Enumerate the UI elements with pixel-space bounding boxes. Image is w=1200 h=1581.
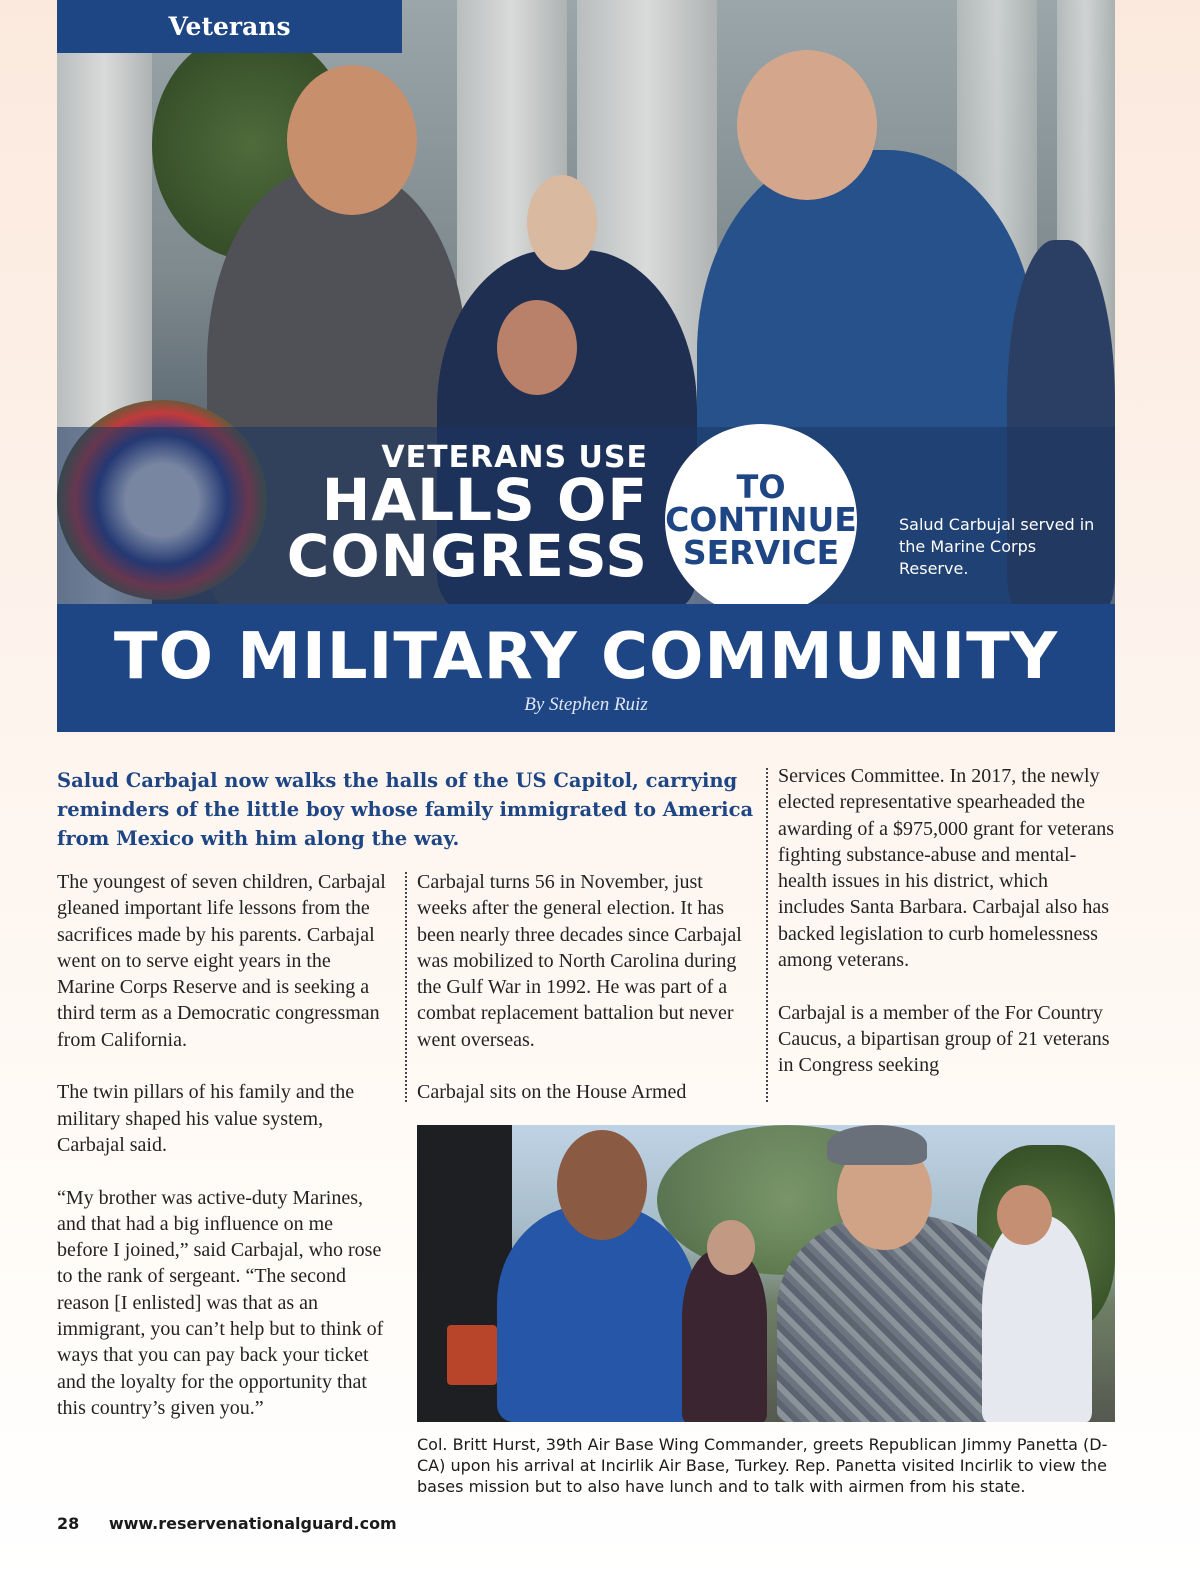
article-column-1 [57,869,387,1448]
column1-paragraph: The twin pillars of his family and the military shaped his value system, Carbajal said. [57,1081,355,1156]
headline-line2: HALLS OF [321,466,648,534]
column1-paragraph: The youngest of seven children, Carbajal gleaned important life lessons from the sacrifices made by his parents. Carbajal went on to serve eight years in the Marine Corps Reserve and is seeking a third term as a Democratic congressman from California. [57,871,386,1051]
column-divider [405,872,407,1102]
headline-line3: CONGRESS [286,522,648,590]
lede-paragraph: Salud Carbajal now walks the halls of the US Capitol, carrying reminders of the little boy whose family immigrated to America from Mexico with him along the way. [57,769,754,850]
hero-photo-caption: Salud Carbujal served in the Marine Corps Reserve. [899,515,1095,578]
column1-paragraph: “My brother was active-duty Marines, and that had a big influence on me before I joined,” said Carbajal, who rose to the rank of sergeant. “The second reason [I enlisted] was that as an immigrant, you can’t help but to think of ways that you can pay back your ticket and the loyalty for the opportunity that this country’s given you.” [57,1186,384,1419]
page-number: 28 [57,1514,80,1533]
page-footer [57,1514,397,1533]
handshake-photo [417,1125,1115,1422]
title-banner [57,604,1115,732]
banner-title: TO MILITARY COMMUNITY [113,620,1059,694]
headline-circle [665,424,857,616]
headline-line1: VETERANS USE [381,440,648,475]
column3-paragraph: Carbajal is a member of the For Country Caucus, a bipartisan group of 21 veterans in Congress seeking [778,1001,1110,1077]
article-column-2 [417,869,757,1132]
circle-line2: CONTINUE [665,500,857,539]
column2-paragraph: Carbajal sits on the House Armed [417,1081,687,1104]
article-column-3 [778,763,1118,1105]
section-tab: Veterans [57,0,402,53]
column-divider [766,768,768,1102]
column3-paragraph: Services Committee. In 2017, the newly elected representative spearheaded the awarding of a $975,000 grant for veterans fighting substance-abuse and mental-health issues in his district, which includes Santa Barbara. Carbajal also has backed legislation to curb homelessness among veterans. [778,765,1114,972]
circle-line1: TO [736,468,786,506]
photo-caption: Col. Britt Hurst, 39th Air Base Wing Commander, greets Republican Jimmy Panetta (D-CA) upon his arrival at Incirlik Air Base, Turkey. Rep. Panetta visited Incirlik to view the bases mission but to also have lunch and to talk with airmen from his state. [417,1435,1108,1496]
column2-paragraph: Carbajal turns 56 in November, just weeks after the general election. It has been nearly three decades since Carbajal was mobilized to North Carolina during the Gulf War in 1992. He was part of a combat replacement battalion but never went overseas. [417,871,742,1051]
byline: By Stephen Ruiz [524,694,648,715]
footer-url: www.reservenationalguard.com [108,1514,397,1533]
circle-line3: SERVICE [682,533,840,572]
